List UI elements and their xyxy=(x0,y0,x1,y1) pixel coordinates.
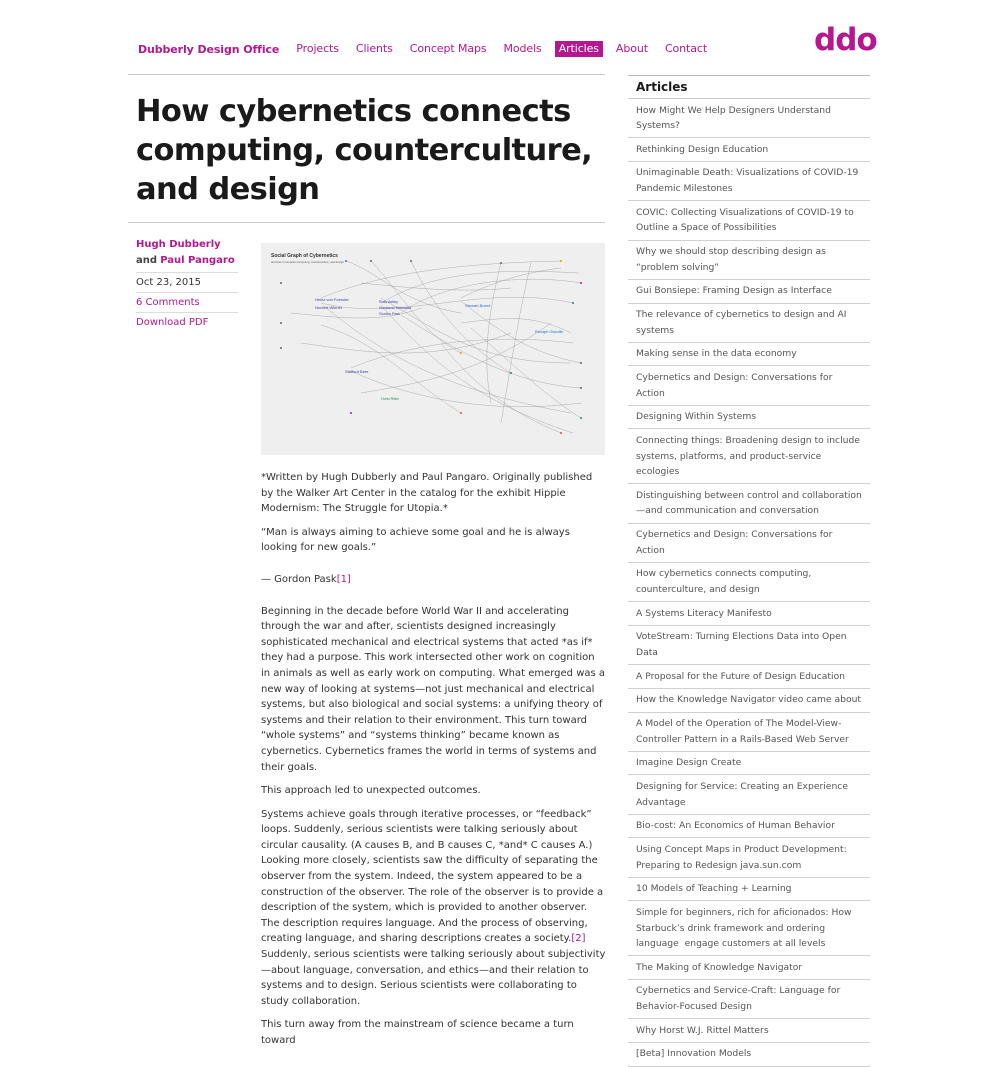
sidebar-article-link[interactable]: Rethinking Design Education xyxy=(628,138,870,162)
sidebar-article-link[interactable]: A Systems Literacy Manifesto xyxy=(628,602,870,626)
social-graph-diagram xyxy=(261,243,605,455)
paragraph-4: This turn away from the mainstream of science became a turn toward xyxy=(261,1019,574,1046)
authors-and: and xyxy=(136,255,158,266)
intro-paragraph: *Written by Hugh Dubberly and Paul Pangaro. Originally published by the Walker Art Center in the catalog for the exhibit Hippie Modernism: The Struggle for Utopia.* xyxy=(261,472,593,515)
top-navigation xyxy=(138,40,724,58)
pull-quote: “Man is always aiming to achieve some goal and he is always looking for new goals.” xyxy=(261,526,570,554)
sidebar-article-link[interactable]: Simple for beginners, rich for aficionados: How Starbuck’s drink framework and ordering language engage customers at all levels xyxy=(628,901,870,956)
footnote-2-link[interactable]: [2] xyxy=(571,933,586,945)
sidebar-title: Articles xyxy=(628,76,870,99)
sidebar-article-link[interactable]: Distinguishing between control and collaboration—and communication and conversation xyxy=(628,484,870,523)
title-divider xyxy=(128,222,605,223)
sidebar-article-link[interactable]: Connecting things: Broadening design to include systems, platforms, and product-service ecologies xyxy=(628,429,870,484)
sidebar-article-link[interactable]: How the Knowledge Navigator video came about xyxy=(628,689,870,713)
paragraph-3-part-a: Systems achieve goals through iterative processes, or “feedback” loops. Suddenly, serious scientists were talking seriously about circular causality. (A causes B, and B causes C, *and* C causes A.) Looking more closely, scientists saw the difficulty of separating the observer from the system. Indeed, the system appeared to be a construction of the observer. The role of the observer is to provide a description of the system, which is provided to another observer. The description requires language. And the process of observing, creating language, and sharing descriptions creates a society. xyxy=(261,808,604,945)
sidebar-article-link[interactable]: [Beta] Innovation Models xyxy=(628,1043,870,1067)
sidebar-article-link[interactable]: The relevance of cybernetics to design and AI systems xyxy=(628,304,870,343)
nav-about[interactable]: About xyxy=(615,42,648,55)
figure-subtitle: and how it connects computing, counterculture, and design xyxy=(271,260,344,264)
brand-link[interactable]: Dubberly Design Office xyxy=(138,42,280,56)
quote-attribution xyxy=(261,572,606,588)
comments-link[interactable]: 6 Comments xyxy=(136,293,238,313)
nav-models[interactable]: Models xyxy=(503,42,542,55)
sidebar-article-link[interactable]: COVIC: Collecting Visualizations of COVID-19 to Outline a Space of Possibilities xyxy=(628,201,870,240)
sidebar-article-link[interactable]: How Might We Help Designers Understand Systems? xyxy=(628,99,870,138)
sidebar-article-link[interactable]: Imagine Design Create xyxy=(628,752,870,776)
footnote-1-link[interactable]: [1] xyxy=(336,573,351,585)
author-link-hugh-dubberly[interactable]: Hugh Dubberly xyxy=(136,239,221,250)
sidebar-article-link[interactable]: Why we should stop describing design as “problem solving” xyxy=(628,241,870,280)
node-heinz-von-foerster: Heinz von Foerster xyxy=(315,297,349,302)
node-stafford-beer: Stafford Beer xyxy=(345,369,369,374)
sidebar-article-link[interactable]: Why Horst W.J. Rittel Matters xyxy=(628,1019,870,1043)
sidebar-article-link[interactable]: Bio-cost: An Economics of Human Behavior xyxy=(628,815,870,839)
sidebar-article-link[interactable]: Cybernetics and Design: Conversations for Action xyxy=(628,366,870,405)
paragraph-3-part-b: Suddenly, serious scientists were talking seriously about subjectivity—about language, conversation, and ethics—and their relation to systems and to design. Serious scientists were collaborating to study collaboration. xyxy=(261,949,606,1007)
sidebar-article-link[interactable]: Gui Bonsiepe: Framing Design as Interface xyxy=(628,280,870,304)
publish-date: Oct 23, 2015 xyxy=(136,273,238,293)
quote-author: — Gordon Pask xyxy=(261,573,337,585)
node-humberto-maturana: Humberto Maturana xyxy=(379,306,411,310)
paragraph-2: This approach led to unexpected outcomes. xyxy=(261,785,481,797)
articles-sidebar xyxy=(628,75,870,1067)
node-stewart-brand: Stewart Brand xyxy=(465,303,491,308)
graph-nodes xyxy=(315,297,563,401)
node-gordon-pask: Gordon Pask xyxy=(379,312,400,316)
sidebar-article-link[interactable]: Cybernetics and Design: Conversations for Action xyxy=(628,524,870,563)
sidebar-article-link[interactable]: 10 Models of Teaching + Learning xyxy=(628,878,870,902)
sidebar-article-link[interactable]: VoteStream: Turning Elections Data into Open Data xyxy=(628,626,870,665)
sidebar-article-list xyxy=(628,99,870,1067)
graph-edges xyxy=(291,261,581,433)
article-body xyxy=(261,470,606,1057)
sidebar-article-link[interactable]: Making sense in the data economy xyxy=(628,343,870,367)
sidebar-article-link[interactable]: A Model of the Operation of The Model-View-Controller Pattern in a Rails-Based Web Server xyxy=(628,713,870,752)
article-meta xyxy=(136,237,238,332)
node-ranulph-glanville: Ranulph Glanville xyxy=(535,330,564,334)
download-pdf-link[interactable]: Download PDF xyxy=(136,317,209,328)
sidebar-article-link[interactable]: Using Concept Maps in Product Development: Preparing to Redesign java.sun.com xyxy=(628,838,870,877)
ddo-logo[interactable]: ddo xyxy=(814,22,877,58)
sidebar-article-link[interactable]: How cybernetics connects computing, counterculture, and design xyxy=(628,563,870,602)
nav-clients[interactable]: Clients xyxy=(355,42,393,55)
header-divider xyxy=(128,74,605,75)
social-graph-figure[interactable] xyxy=(261,243,605,455)
figure-title: Social Graph of Cybernetics xyxy=(271,253,338,259)
graph-node-dots xyxy=(280,260,582,434)
article-title: How cybernetics connects computing, counterculture, and design xyxy=(136,94,593,207)
author-link-paul-pangaro[interactable]: Paul Pangaro xyxy=(160,255,235,266)
nav-contact[interactable]: Contact xyxy=(664,42,708,55)
sidebar-article-link[interactable]: A Proposal for the Future of Design Education xyxy=(628,665,870,689)
node-ross-ashby: Ross Ashby xyxy=(379,300,398,304)
nav-articles[interactable]: Articles xyxy=(555,41,603,57)
sidebar-article-link[interactable]: Designing for Service: Creating an Experience Advantage xyxy=(628,775,870,814)
sidebar-article-link[interactable]: Designing Within Systems xyxy=(628,406,870,430)
authors xyxy=(136,237,238,273)
nav-projects[interactable]: Projects xyxy=(296,42,339,55)
node-horst-rittel: Horst Rittel xyxy=(381,397,399,401)
paragraph-1: Beginning in the decade before World War II and accelerating through the war and after, scientists designed increasingly sophisticated mechanical and electrical systems that acted *as if* they had a purpose. This work intersected other work on cognition in animals as well as early work on computing. What emerged was a new way of looking at systems—not just mechanical and electrical systems, but also biological and social systems: a unifying theory of systems and their relation to their environment. This turn toward “whole systems” and “systems thinking” became known as cybernetics. Cybernetics frames the world in terms of systems and their goals. xyxy=(261,605,606,773)
node-norbert-wiener: Norbert Wiener xyxy=(315,305,343,310)
sidebar-article-link[interactable]: Cybernetics and Service-Craft: Language for Behavior-Focused Design xyxy=(628,980,870,1019)
paragraph-3 xyxy=(261,807,606,1010)
sidebar-article-link[interactable]: Unimaginable Death: Visualizations of COVID-19 Pandemic Milestones xyxy=(628,162,870,201)
nav-concept-maps[interactable]: Concept Maps xyxy=(409,42,487,55)
sidebar-article-link[interactable]: The Making of Knowledge Navigator xyxy=(628,956,870,980)
